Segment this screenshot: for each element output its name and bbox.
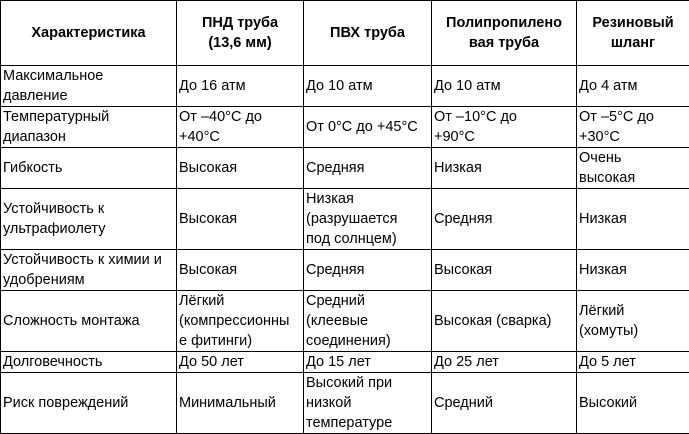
header-rubber-hose: Резиновый шланг: [577, 1, 689, 66]
cell-hdpe: До 16 атм: [177, 66, 304, 107]
row-chemical-resistance: [1, 250, 689, 291]
cell-polypropylene: До 10 атм: [432, 66, 577, 107]
cell-rubber-hose: До 5 лет: [577, 352, 689, 373]
row-label: Максимальное давление: [1, 66, 177, 107]
row-temperature-range: [1, 107, 689, 148]
cell-pvc: Высокий при низкой температуре: [304, 373, 432, 434]
cell-pvc: Средний (клеевые соединения): [304, 291, 432, 352]
row-label: Устойчивость к ультрафиолету: [1, 189, 177, 250]
cell-rubber-hose: До 4 атм: [577, 66, 689, 107]
row-label: Риск повреждений: [1, 373, 177, 434]
row-max-pressure: [1, 66, 689, 107]
cell-rubber-hose: Низкая: [577, 250, 689, 291]
row-durability: [1, 352, 689, 373]
row-installation-complexity: [1, 291, 689, 352]
cell-pvc: Средняя: [304, 250, 432, 291]
header-hdpe-pipe: ПНД труба (13,6 мм): [177, 1, 304, 66]
row-flexibility: [1, 148, 689, 189]
cell-rubber-hose: Низкая: [577, 189, 689, 250]
cell-hdpe: Минимальный: [177, 373, 304, 434]
cell-pvc: До 10 атм: [304, 66, 432, 107]
cell-pvc: Низкая (разрушается под солнцем): [304, 189, 432, 250]
row-uv-resistance: [1, 189, 689, 250]
cell-hdpe: Высокая: [177, 189, 304, 250]
cell-rubber-hose: Лёгкий (хомуты): [577, 291, 689, 352]
row-label: Гибкость: [1, 148, 177, 189]
row-label: Устойчивость к химии и удобрениям: [1, 250, 177, 291]
row-label: Температурный диапазон: [1, 107, 177, 148]
cell-hdpe: Высокая: [177, 148, 304, 189]
cell-hdpe: До 50 лет: [177, 352, 304, 373]
row-damage-risk: [1, 373, 689, 434]
header-row: [1, 1, 689, 66]
cell-polypropylene: Высокая: [432, 250, 577, 291]
header-pvc-pipe: ПВХ труба: [304, 1, 432, 66]
cell-hdpe: Высокая: [177, 250, 304, 291]
cell-polypropylene: Низкая: [432, 148, 577, 189]
cell-rubber-hose: От –5°C до +30°C: [577, 107, 689, 148]
cell-hdpe: Лёгкий (компрессионны е фитинги): [177, 291, 304, 352]
cell-pvc: Средняя: [304, 148, 432, 189]
cell-pvc: До 15 лет: [304, 352, 432, 373]
cell-polypropylene: До 25 лет: [432, 352, 577, 373]
cell-pvc: От 0°C до +45°C: [304, 107, 432, 148]
cell-polypropylene: Средняя: [432, 189, 577, 250]
cell-polypropylene: Высокая (сварка): [432, 291, 577, 352]
header-characteristic: Характеристика: [1, 1, 177, 66]
row-label: Сложность монтажа: [1, 291, 177, 352]
cell-polypropylene: От –10°C до +90°C: [432, 107, 577, 148]
header-polypropylene-pipe: Полипропилено вая труба: [432, 1, 577, 66]
cell-polypropylene: Средний: [432, 373, 577, 434]
cell-rubber-hose: Высокий: [577, 373, 689, 434]
cell-rubber-hose: Очень высокая: [577, 148, 689, 189]
cell-hdpe: От –40°C до +40°C: [177, 107, 304, 148]
row-label: Долговечность: [1, 352, 177, 373]
